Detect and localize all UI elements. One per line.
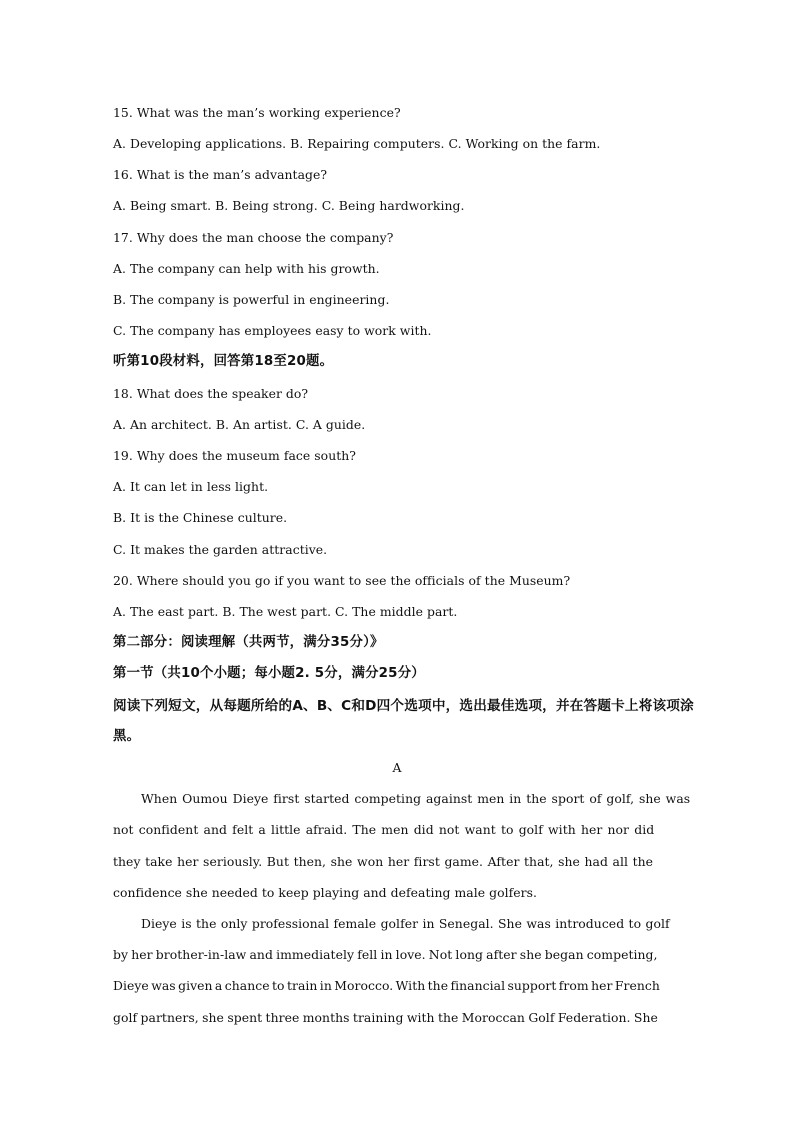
question-18: 18. What does the speaker do? bbox=[113, 386, 309, 401]
question-16-options: A. Being smart. B. Being strong. C. Being hardworking. bbox=[113, 198, 465, 213]
passage-line: not confident and felt a little afraid. The men did not want to golf with her nor did bbox=[113, 822, 655, 837]
question-19-option-c: C. It makes the garden attractive. bbox=[113, 542, 328, 557]
question-17: 17. Why does the man choose the company? bbox=[113, 230, 394, 245]
question-18-options: A. An architect. B. An artist. C. A guide. bbox=[113, 417, 366, 432]
question-19: 19. Why does the museum face south? bbox=[113, 448, 356, 463]
passage-label: A bbox=[392, 760, 402, 775]
question-20-options: A. The east part. B. The west part. C. The middle part. bbox=[113, 604, 458, 619]
section-1-heading: 第一节（共10个小题；每小题2. 5分，满分25分） bbox=[113, 666, 425, 681]
question-17-option-a: A. The company can help with his growth. bbox=[113, 261, 380, 276]
passage-line: golf partners, she spent three months training with the Moroccan Golf Federation. She bbox=[113, 1010, 658, 1025]
question-20: 20. Where should you go if you want to see the officials of the Museum? bbox=[113, 573, 571, 588]
question-19-option-a: A. It can let in less light. bbox=[113, 479, 269, 494]
passage-line: Dieye was given a chance to train in Morocco. With the financial support from her French bbox=[113, 978, 660, 993]
question-17-option-c: C. The company has employees easy to work with. bbox=[113, 323, 432, 338]
part-2-heading: 第二部分：阅读理解（共两节，满分35分）》 bbox=[113, 635, 384, 650]
question-15: 15. What was the man’s working experience? bbox=[113, 105, 401, 120]
question-19-option-b: B. It is the Chinese culture. bbox=[113, 510, 288, 525]
passage-line: confidence she needed to keep playing and defeating male golfers. bbox=[113, 885, 538, 900]
section-10-heading: 听第10段材料，回答第18至20题。 bbox=[113, 354, 334, 369]
question-17-option-b: B. The company is powerful in engineering. bbox=[113, 292, 390, 307]
question-16: 16. What is the man’s advantage? bbox=[113, 167, 328, 182]
passage-line: by her brother-in-law and immediately fell in love. Not long after she began competing, bbox=[113, 947, 658, 962]
passage-line: they take her seriously. But then, she won her first game. After that, she had all the bbox=[113, 854, 654, 869]
passage-line: When Oumou Dieye first started competing against men in the sport of golf, she was bbox=[141, 791, 691, 806]
instructions-line-2: 黑。 bbox=[113, 729, 141, 744]
question-15-options: A. Developing applications. B. Repairing computers. C. Working on the farm. bbox=[113, 136, 601, 151]
instructions-line-1: 阅读下列短文，从每题所给的A、B、C和D四个选项中，选出最佳选项，并在答题卡上将该项涂 bbox=[113, 698, 694, 714]
passage-line: Dieye is the only professional female golfer in Senegal. She was introduced to golf bbox=[141, 916, 670, 931]
